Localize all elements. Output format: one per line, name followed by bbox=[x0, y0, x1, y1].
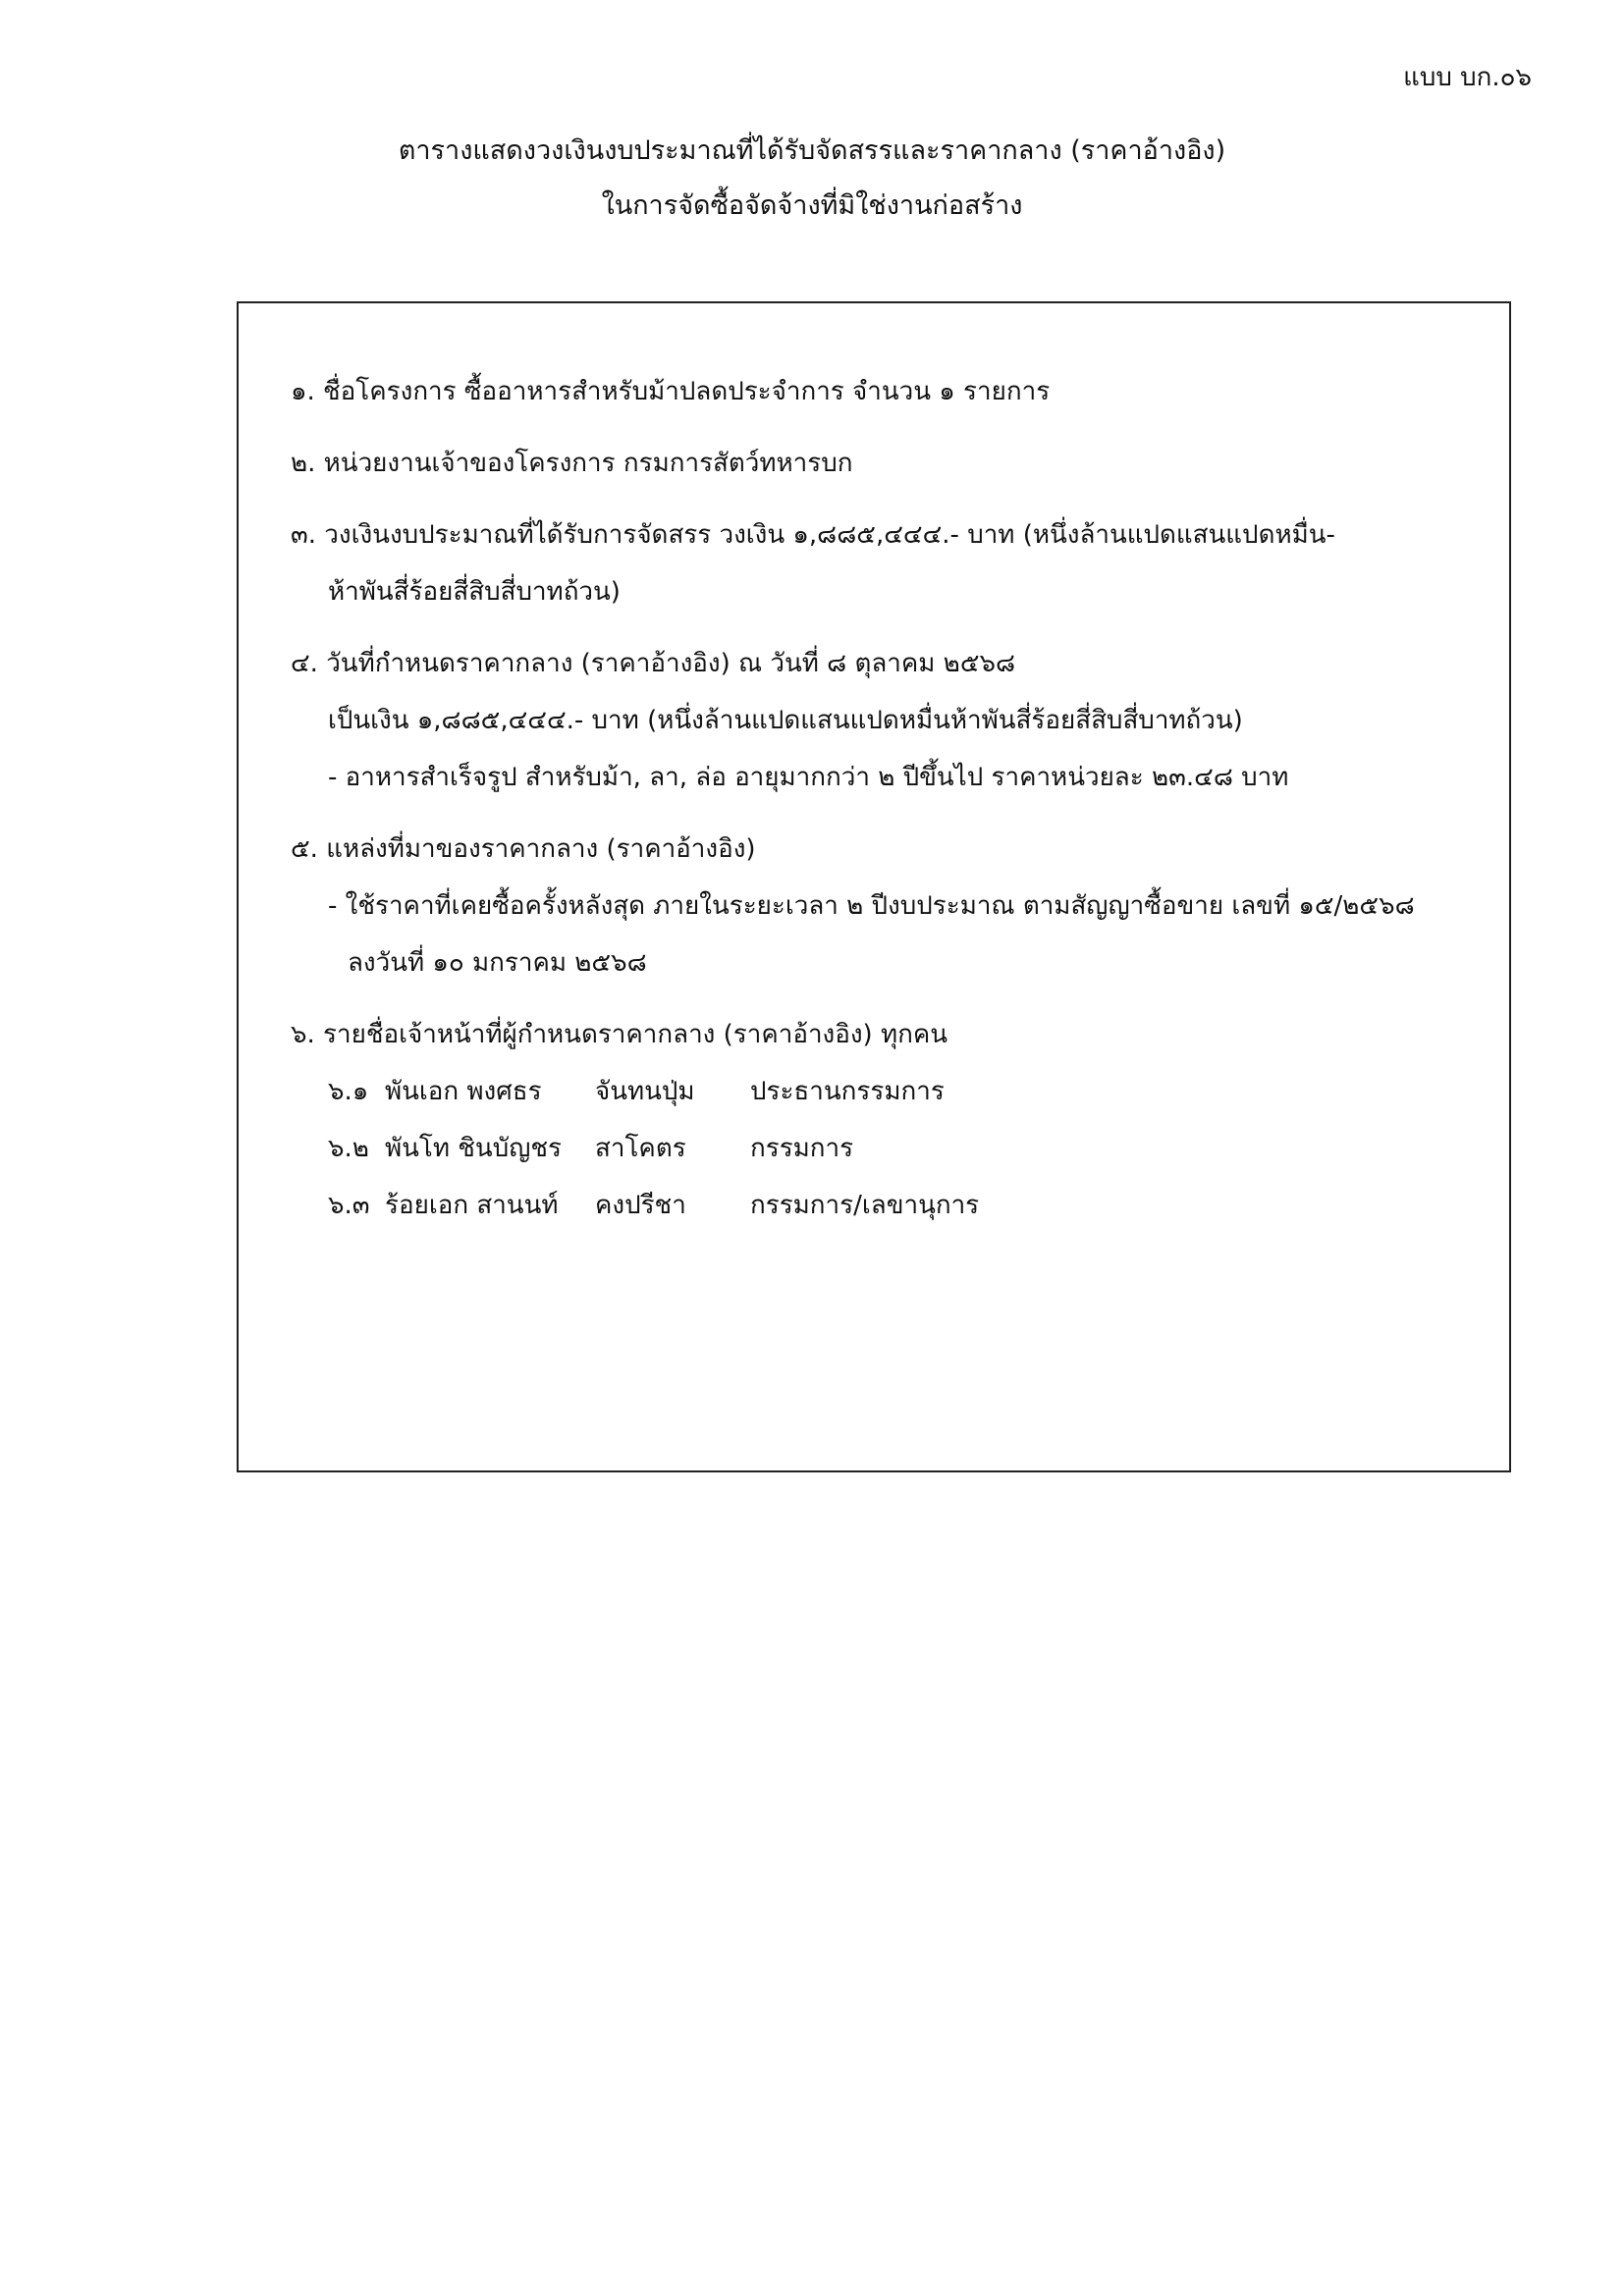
committee-row bbox=[291, 1063, 1498, 1120]
committee-surname: คงปรีชา bbox=[595, 1191, 686, 1220]
item-6-committee-heading: ๖. รายชื่อเจ้าหน้าที่ผู้กำหนดราคากลาง (ราคาอ้างอิง) ทุกคน bbox=[291, 1020, 948, 1049]
item-5-source-line-3: ลงวันที่ ๑๐ มกราคม ๒๕๖๘ bbox=[348, 948, 647, 978]
item-3-budget-line-1: ๓. วงเงินงบประมาณที่ได้รับการจัดสรร วงเงิน ๑,๘๘๕,๔๔๔.- บาท (หนึ่งล้านแปดแสนแปดหมื่น- bbox=[291, 520, 1335, 550]
committee-role: กรรมการ/เลขานุการ bbox=[750, 1191, 980, 1220]
form-code: แบบ บก.๐๖ bbox=[1403, 63, 1532, 92]
committee-row bbox=[291, 1120, 1498, 1177]
item-2-owner-unit: ๒. หน่วยงานเจ้าของโครงการ กรมการสัตว์ทหารบก bbox=[291, 449, 853, 478]
committee-name: ร้อยเอก สานนท์ bbox=[385, 1191, 559, 1220]
item-4-date-line-3: - อาหารสำเร็จรูป สำหรับม้า, ลา, ล่อ อายุมากกว่า ๒ ปีขึ้นไป ราคาหน่วยละ ๒๓.๔๘ บาท bbox=[328, 763, 1289, 792]
committee-row bbox=[291, 1177, 1498, 1234]
committee-surname: จันทนปุ่ม bbox=[595, 1077, 695, 1106]
committee-name: พันโท ชินบัญชร bbox=[385, 1134, 562, 1163]
title-line-2: ในการจัดซื้อจัดจ้างที่มิใช่งานก่อสร้าง bbox=[601, 190, 1023, 221]
item-1-project-name: ๑. ชื่อโครงการ ซื้ออาหารสำหรับม้าปลดประจำการ จำนวน ๑ รายการ bbox=[291, 377, 1051, 406]
item-4-date-line-1: ๔. วันที่กำหนดราคากลาง (ราคาอ้างอิง) ณ วันที่ ๘ ตุลาคม ๒๕๖๘ bbox=[291, 649, 1016, 678]
committee-role: ประธานกรรมการ bbox=[750, 1077, 945, 1106]
committee-name: พันเอก พงศธร bbox=[385, 1077, 542, 1106]
committee-role: กรรมการ bbox=[750, 1134, 854, 1163]
content-body bbox=[291, 363, 1498, 1234]
document-title bbox=[0, 124, 1624, 234]
item-4-date-line-2: เป็นเงิน ๑,๘๘๕,๔๔๔.- บาท (หนึ่งล้านแปดแสนแปดหมื่นห้าพันสี่ร้อยสี่สิบสี่บาทถ้วน) bbox=[328, 706, 1243, 735]
item-5-source-line-2: - ใช้ราคาที่เคยซื้อครั้งหลังสุด ภายในระยะเวลา ๒ ปีงบประมาณ ตามสัญญาซื้อขาย เลขที่ ๑๕/๒๕๖๘ bbox=[328, 891, 1415, 921]
item-5-source-line-1: ๕. แหล่งที่มาของราคากลาง (ราคาอ้างอิง) bbox=[291, 834, 756, 864]
committee-code: ๖.๓ bbox=[328, 1191, 370, 1220]
committee-surname: สาโคตร bbox=[595, 1134, 686, 1163]
committee-code: ๖.๑ bbox=[328, 1077, 369, 1106]
title-line-1: ตารางแสดงวงเงินงบประมาณที่ได้รับจัดสรรและราคากลาง (ราคาอ้างอิง) bbox=[398, 135, 1226, 166]
item-3-budget-line-2: ห้าพันสี่ร้อยสี่สิบสี่บาทถ้วน) bbox=[328, 577, 621, 607]
committee-code: ๖.๒ bbox=[328, 1134, 369, 1163]
